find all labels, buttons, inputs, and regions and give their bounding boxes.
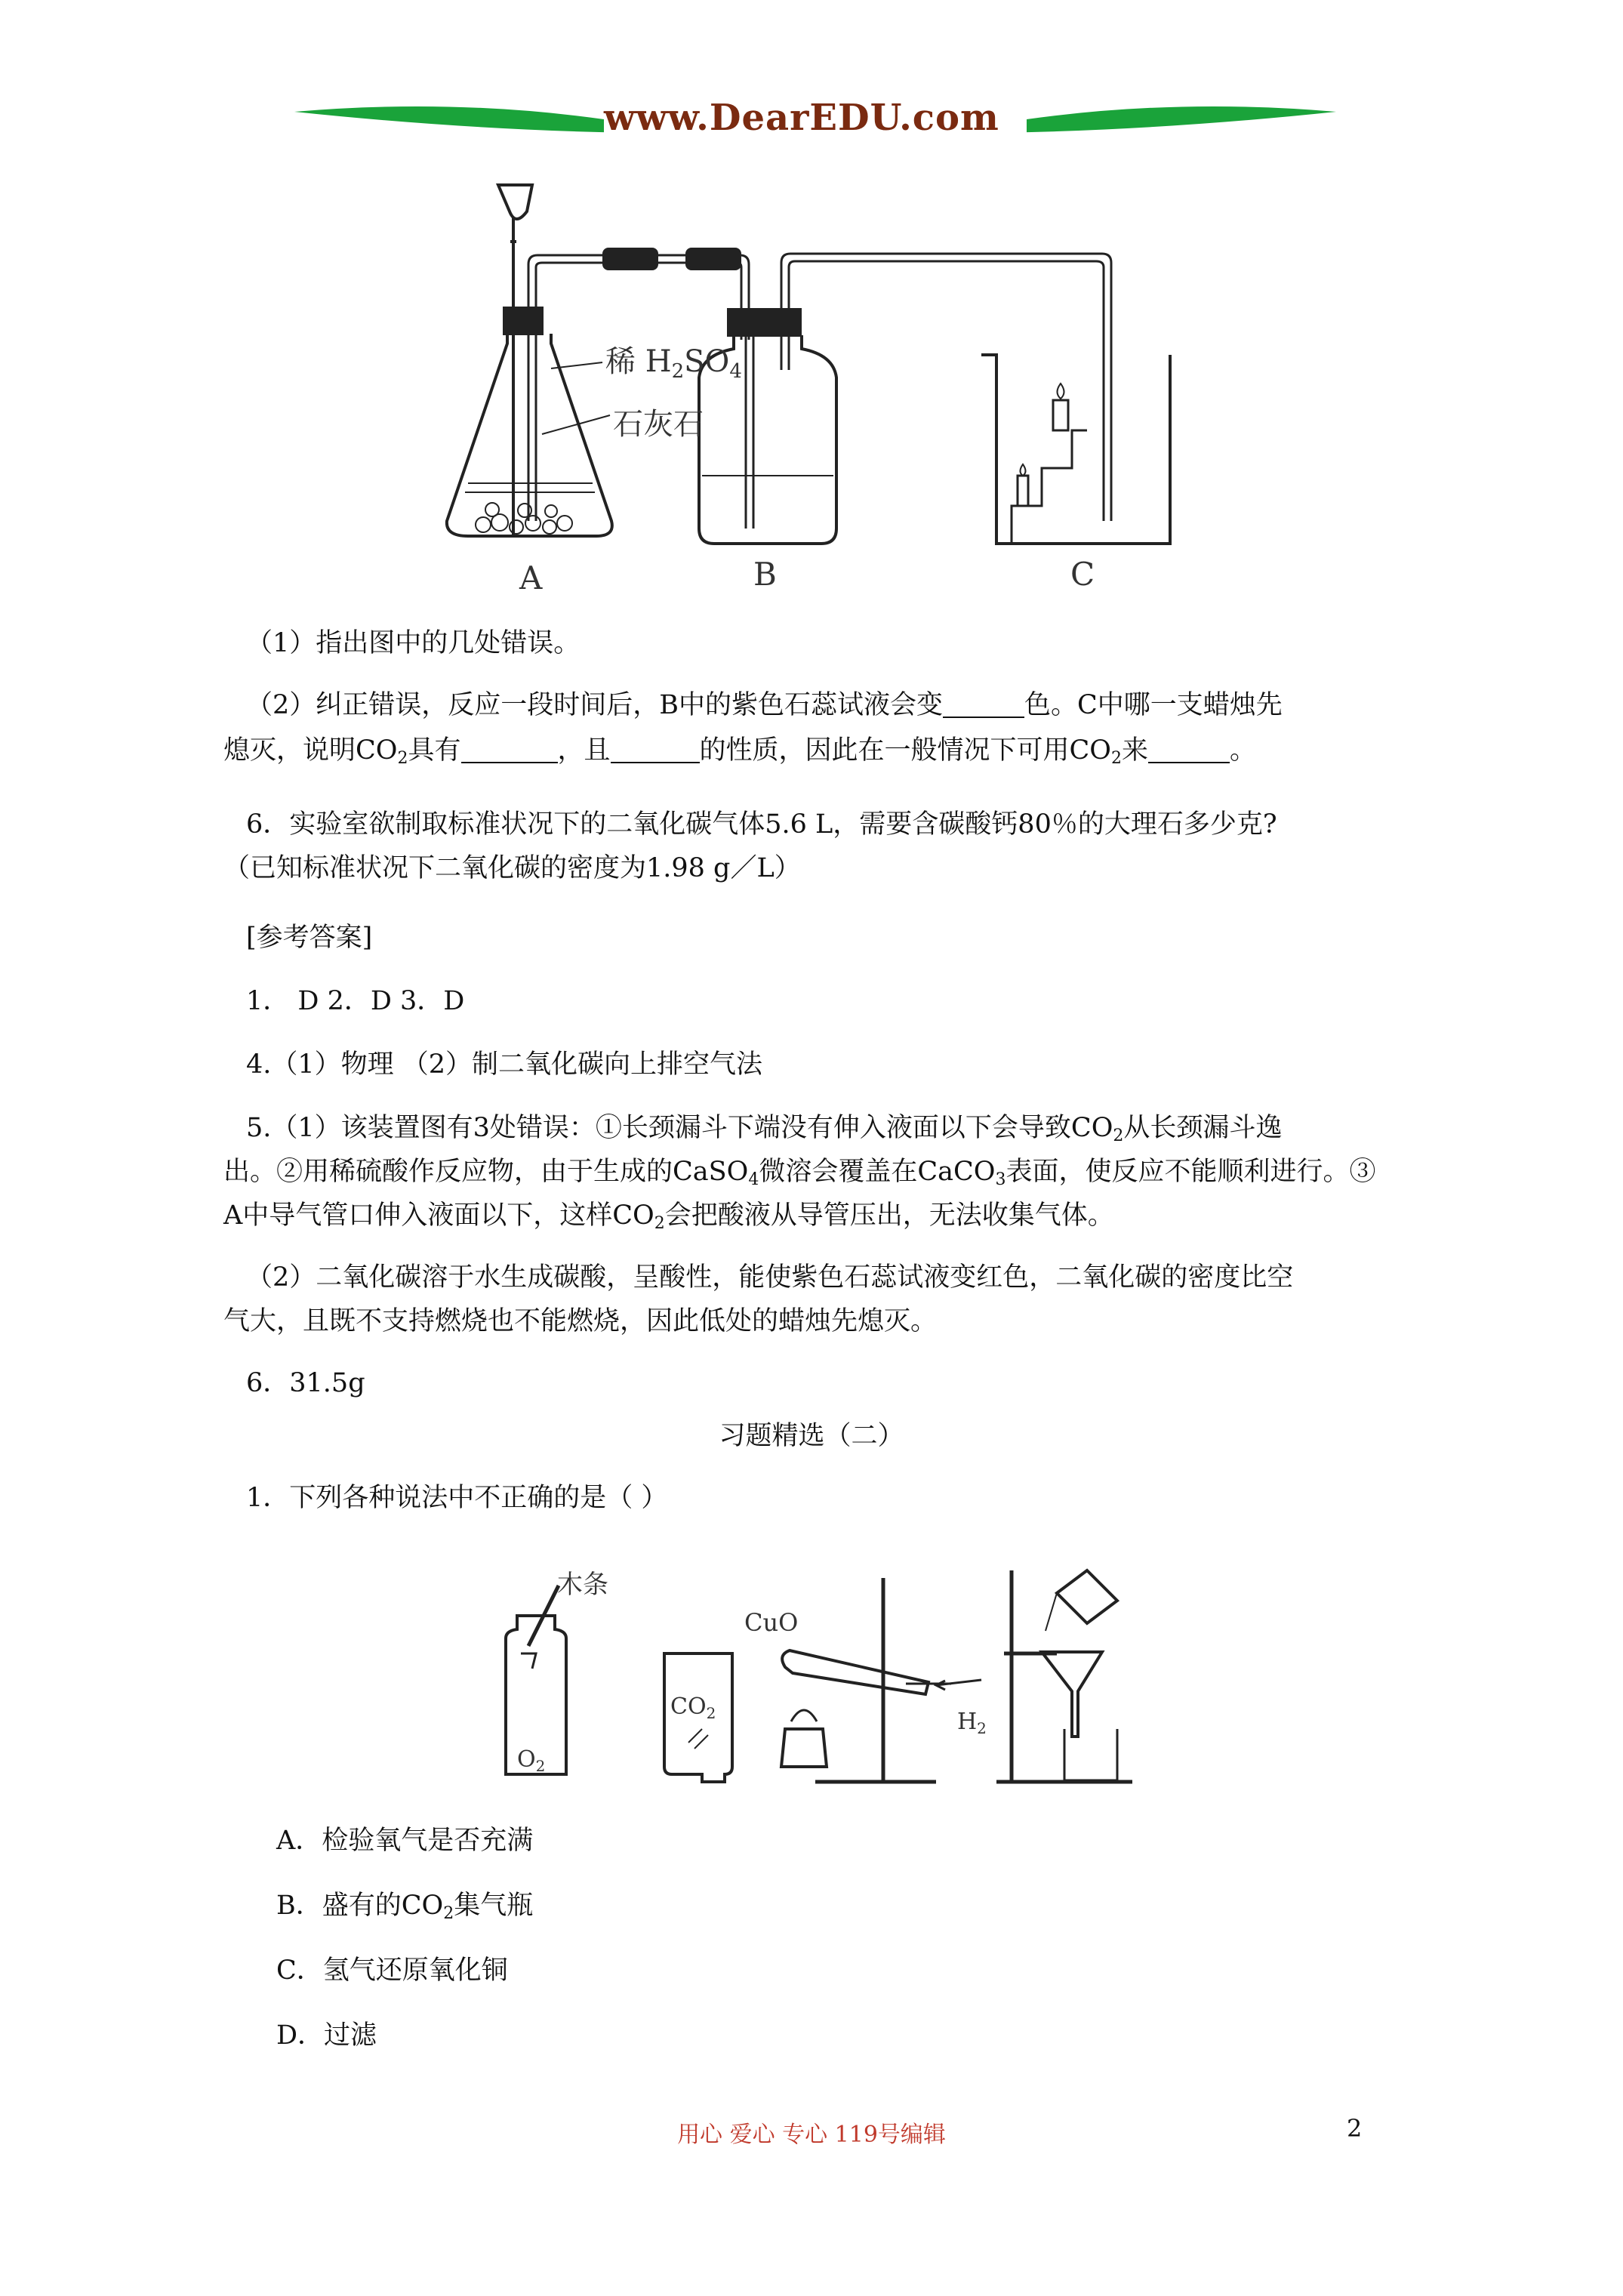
funnel-bulb xyxy=(498,185,532,219)
blank-color[interactable] xyxy=(943,686,1024,718)
stopper-b xyxy=(728,310,800,335)
co2-label: $CO_2$ xyxy=(670,1693,716,1722)
candle-high xyxy=(1053,400,1068,430)
q6-line2: （已知标准状况下二氧化碳的密度为1.98 g／L） xyxy=(223,853,801,883)
funnel-d xyxy=(1042,1652,1102,1737)
pouring-beaker xyxy=(1057,1570,1117,1623)
label-a: A xyxy=(519,559,543,596)
wood-label: 木条 xyxy=(557,1570,608,1600)
page-number: 2 xyxy=(1347,2114,1363,2143)
h2-label: $H_2$ xyxy=(957,1709,987,1737)
footer-slogan: 用心 爱心 专心 119号编辑 xyxy=(677,2122,946,2148)
answer-5-part2-line2: 气大，且既不支持燃烧也不能燃烧，因此低处的蜡烛先熄灭。 xyxy=(223,1306,938,1336)
option-c: C．氢气还原氧化铜 xyxy=(276,1955,508,1986)
burner-c xyxy=(781,1729,827,1767)
blank-property-1[interactable] xyxy=(461,732,558,763)
site-logo-text[interactable]: www.DearEDU.com xyxy=(604,97,999,139)
option-b: B．盛有的$CO_2$集气瓶 xyxy=(276,1891,534,1923)
s2-question-1: 1．下列各种说法中不正确的是（ ） xyxy=(246,1483,668,1513)
blank-use[interactable] xyxy=(1148,732,1230,763)
apparatus-figure xyxy=(438,174,1193,596)
answers-heading: [参考答案] xyxy=(246,923,373,953)
answer-5-line2: 出。②用稀硫酸作反应物，由于生成的CaSO$_4$微溶会覆盖在CaCO$_3$表面，使反应不能顺利进行。③ xyxy=(223,1157,1376,1189)
cuo-label: CuO xyxy=(744,1608,799,1637)
answer-5-part2-line1: （2）二氧化碳溶于水生成碳酸，呈酸性，能使紫色石蕊试液变红色，二氧化碳的密度比空 xyxy=(246,1262,1294,1293)
option-d: D．过滤 xyxy=(276,2020,377,2051)
candle-low xyxy=(1018,476,1028,506)
option-a: A．检验氧气是否充满 xyxy=(276,1826,534,1856)
q5-part2-line1: （2）纠正错误，反应一段时间后，B中的紫色石蕊试液会变 色。C中哪一支蜡烛先 xyxy=(246,683,1431,728)
answer-5-line3: A中导气管口伸入液面以下，这样$CO_2$会把酸液从导管压出，无法收集气体。 xyxy=(223,1200,1114,1233)
label-c: C xyxy=(1070,556,1095,593)
funnel-stem xyxy=(510,217,516,536)
acid-label: 稀 $H_2SO_4$ xyxy=(605,344,742,383)
step-stand xyxy=(1012,430,1087,544)
limestone-pieces xyxy=(476,503,572,534)
operations-figure xyxy=(483,1540,1163,1789)
flame-high xyxy=(1058,384,1064,399)
blank-property-2[interactable] xyxy=(611,732,700,763)
flame-low xyxy=(1021,464,1026,476)
section-title: 习题精选（二） xyxy=(719,1421,904,1451)
label-b: B xyxy=(753,556,777,593)
q5-part1: （1）指出图中的几处错误。 xyxy=(246,628,581,658)
test-tube-c xyxy=(782,1650,929,1694)
beaker-c xyxy=(981,355,1170,544)
q5-part2-line2: 熄灭，说明$CO_2$具有 ，且 的性质，因此在一般情况下可用$CO_2$来 。 xyxy=(223,728,1409,773)
answer-1-3: 1． D 2．D 3．D xyxy=(246,986,465,1016)
outlet-tube xyxy=(781,254,1111,521)
q6-line1: 6．实验室欲制取标准状况下的二氧化碳气体5.6 L，需要含碳酸钙80％的大理石多少克? xyxy=(246,809,1277,840)
o2-bottle xyxy=(506,1616,566,1774)
answer-6: 6．31.5g xyxy=(246,1368,365,1398)
answer-5-line1: 5.（1）该装置图有3处错误：①长颈漏斗下端没有伸入液面以下会导致$CO_2$从长颈漏斗逸 xyxy=(246,1113,1283,1145)
stone-label: 石灰石 xyxy=(613,407,704,442)
o2-label: $O_2$ xyxy=(517,1746,546,1775)
answer-4: 4.（1）物理 （2）制二氧化碳向上排空气法 xyxy=(246,1049,763,1080)
rubber-joint-1 xyxy=(604,249,657,269)
rubber-joint-2 xyxy=(687,249,740,269)
